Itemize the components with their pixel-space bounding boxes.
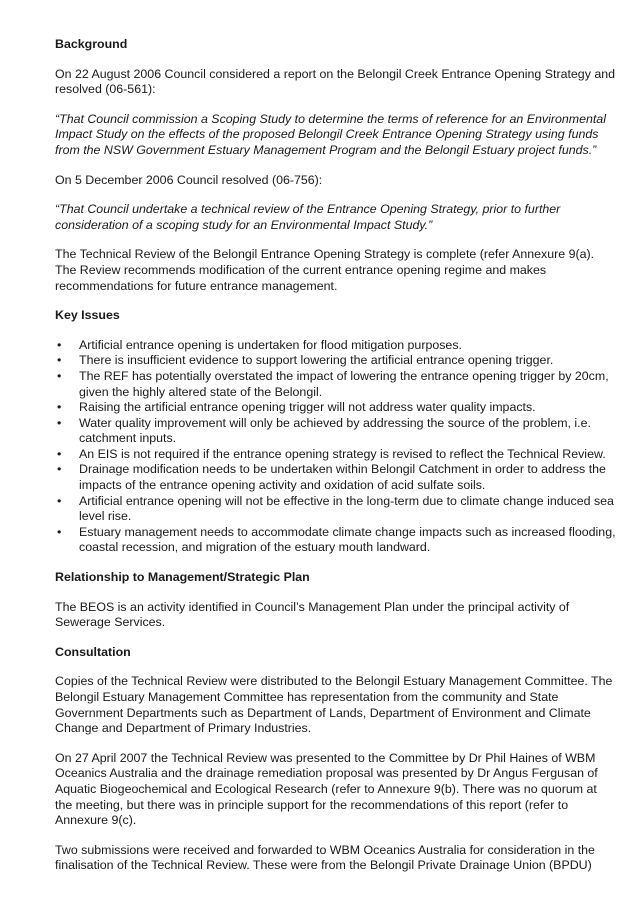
list-item-text: Estuary management needs to accommodate climate change impacts such as increased flooding, coastal recession, and migration of the estuary mouth landward.: [79, 524, 616, 555]
list-item: [55, 400, 617, 416]
list-item: [55, 369, 617, 400]
consultation-paragraph-1: Copies of the Technical Review were distributed to the Belongil Estuary Management Committee. The Belongil Estuary Management Committee has representation from the community and State Government Departments such as Department of Lands, Department of Environment and Climate Change and Department of Primary Industries.: [55, 674, 613, 736]
list-item: [55, 353, 617, 369]
list-item-text: There is insufficient evidence to support lowering the artificial entrance opening trigger.: [79, 353, 554, 368]
bullet-icon: •: [57, 493, 62, 508]
key-issues-heading: Key Issues: [55, 308, 120, 323]
bullet-icon: •: [57, 337, 62, 352]
list-item-text: Artificial entrance opening will not be effective in the long-term due to climate change induced sea level rise.: [79, 493, 614, 524]
list-item-text: Artificial entrance opening is undertaken for flood mitigation purposes.: [79, 337, 462, 352]
background-quote-2: “That Council undertake a technical review of the Entrance Opening Strategy, prior to further consideration of a scoping study for an Environmental Impact Study.”: [55, 202, 561, 232]
list-item: [55, 462, 617, 493]
background-quote-1: “That Council commission a Scoping Study to determine the terms of reference for an Environmental Impact Study on the effects of the proposed Belongil Creek Entrance Opening Strategy using funds from the NSW Government Estuary Management Program and the Belongil Estuary project funds.”: [55, 111, 606, 157]
background-paragraph-3: The Technical Review of the Belongil Entrance Opening Strategy is complete (refer Annexure 9(a). The Review recommends modification of the current entrance opening regime and makes recommendations for future entrance management.: [55, 247, 595, 293]
bullet-icon: •: [57, 446, 62, 461]
list-item-text: The REF has potentially overstated the impact of lowering the entrance opening trigger by 20cm, given the highly altered state of the Belongil.: [79, 368, 609, 399]
bullet-icon: •: [57, 353, 62, 368]
consultation-paragraph-2: On 27 April 2007 the Technical Review was presented to the Committee by Dr Phil Haines of WBM Oceanics Australia and the drainage remediation proposal was presented by Dr Angus Fergusan of Aquatic Biogeochemical and Ecological Research (refer to Annexure 9(b). There was no quorum at the meeting, but there was in principle support for the recommendations of this report (refer to Annexure 9(c).: [55, 750, 598, 828]
bullet-icon: •: [57, 415, 62, 430]
list-item-text: Raising the artificial entrance opening trigger will not address water quality impacts.: [79, 400, 536, 415]
background-heading: Background: [55, 37, 128, 51]
list-item-text: An EIS is not required if the entrance opening strategy is revised to reflect the Technical Review.: [79, 446, 606, 461]
consultation-paragraph-3: Two submissions were received and forwarded to WBM Oceanics Australia for consideration in the finalisation of the Technical Review. These were from the Belongil Private Drainage Union (BPDU): [55, 842, 595, 873]
list-item-text: Water quality improvement will only be achieved by addressing the source of the problem, i.e. catchment inputs.: [79, 415, 591, 446]
list-item: [55, 338, 617, 354]
bullet-icon: •: [57, 524, 62, 539]
bullet-icon: •: [57, 462, 62, 477]
relationship-paragraph-1: The BEOS is an activity identified in Council’s Management Plan under the principal activity of Sewerage Services.: [55, 599, 570, 630]
relationship-heading: Relationship to Management/Strategic Plan: [55, 570, 310, 585]
list-item-text: Drainage modification needs to be undertaken within Belongil Catchment in order to address the impacts of the entrance opening activity and oxidation of acid sulfate soils.: [79, 462, 606, 493]
consultation-heading: Consultation: [55, 644, 131, 659]
document-page: [55, 37, 617, 888]
key-issues-list: [55, 338, 617, 556]
background-paragraph-2: On 5 December 2006 Council resolved (06-756):: [55, 172, 323, 187]
list-item: [55, 525, 617, 556]
bullet-icon: •: [57, 400, 62, 415]
list-item: [55, 447, 617, 463]
background-paragraph-1: On 22 August 2006 Council considered a report on the Belongil Creek Entrance Opening Strategy and resolved (06-561):: [55, 66, 616, 97]
bullet-icon: •: [57, 368, 62, 383]
list-item: [55, 416, 617, 447]
list-item: [55, 494, 617, 525]
